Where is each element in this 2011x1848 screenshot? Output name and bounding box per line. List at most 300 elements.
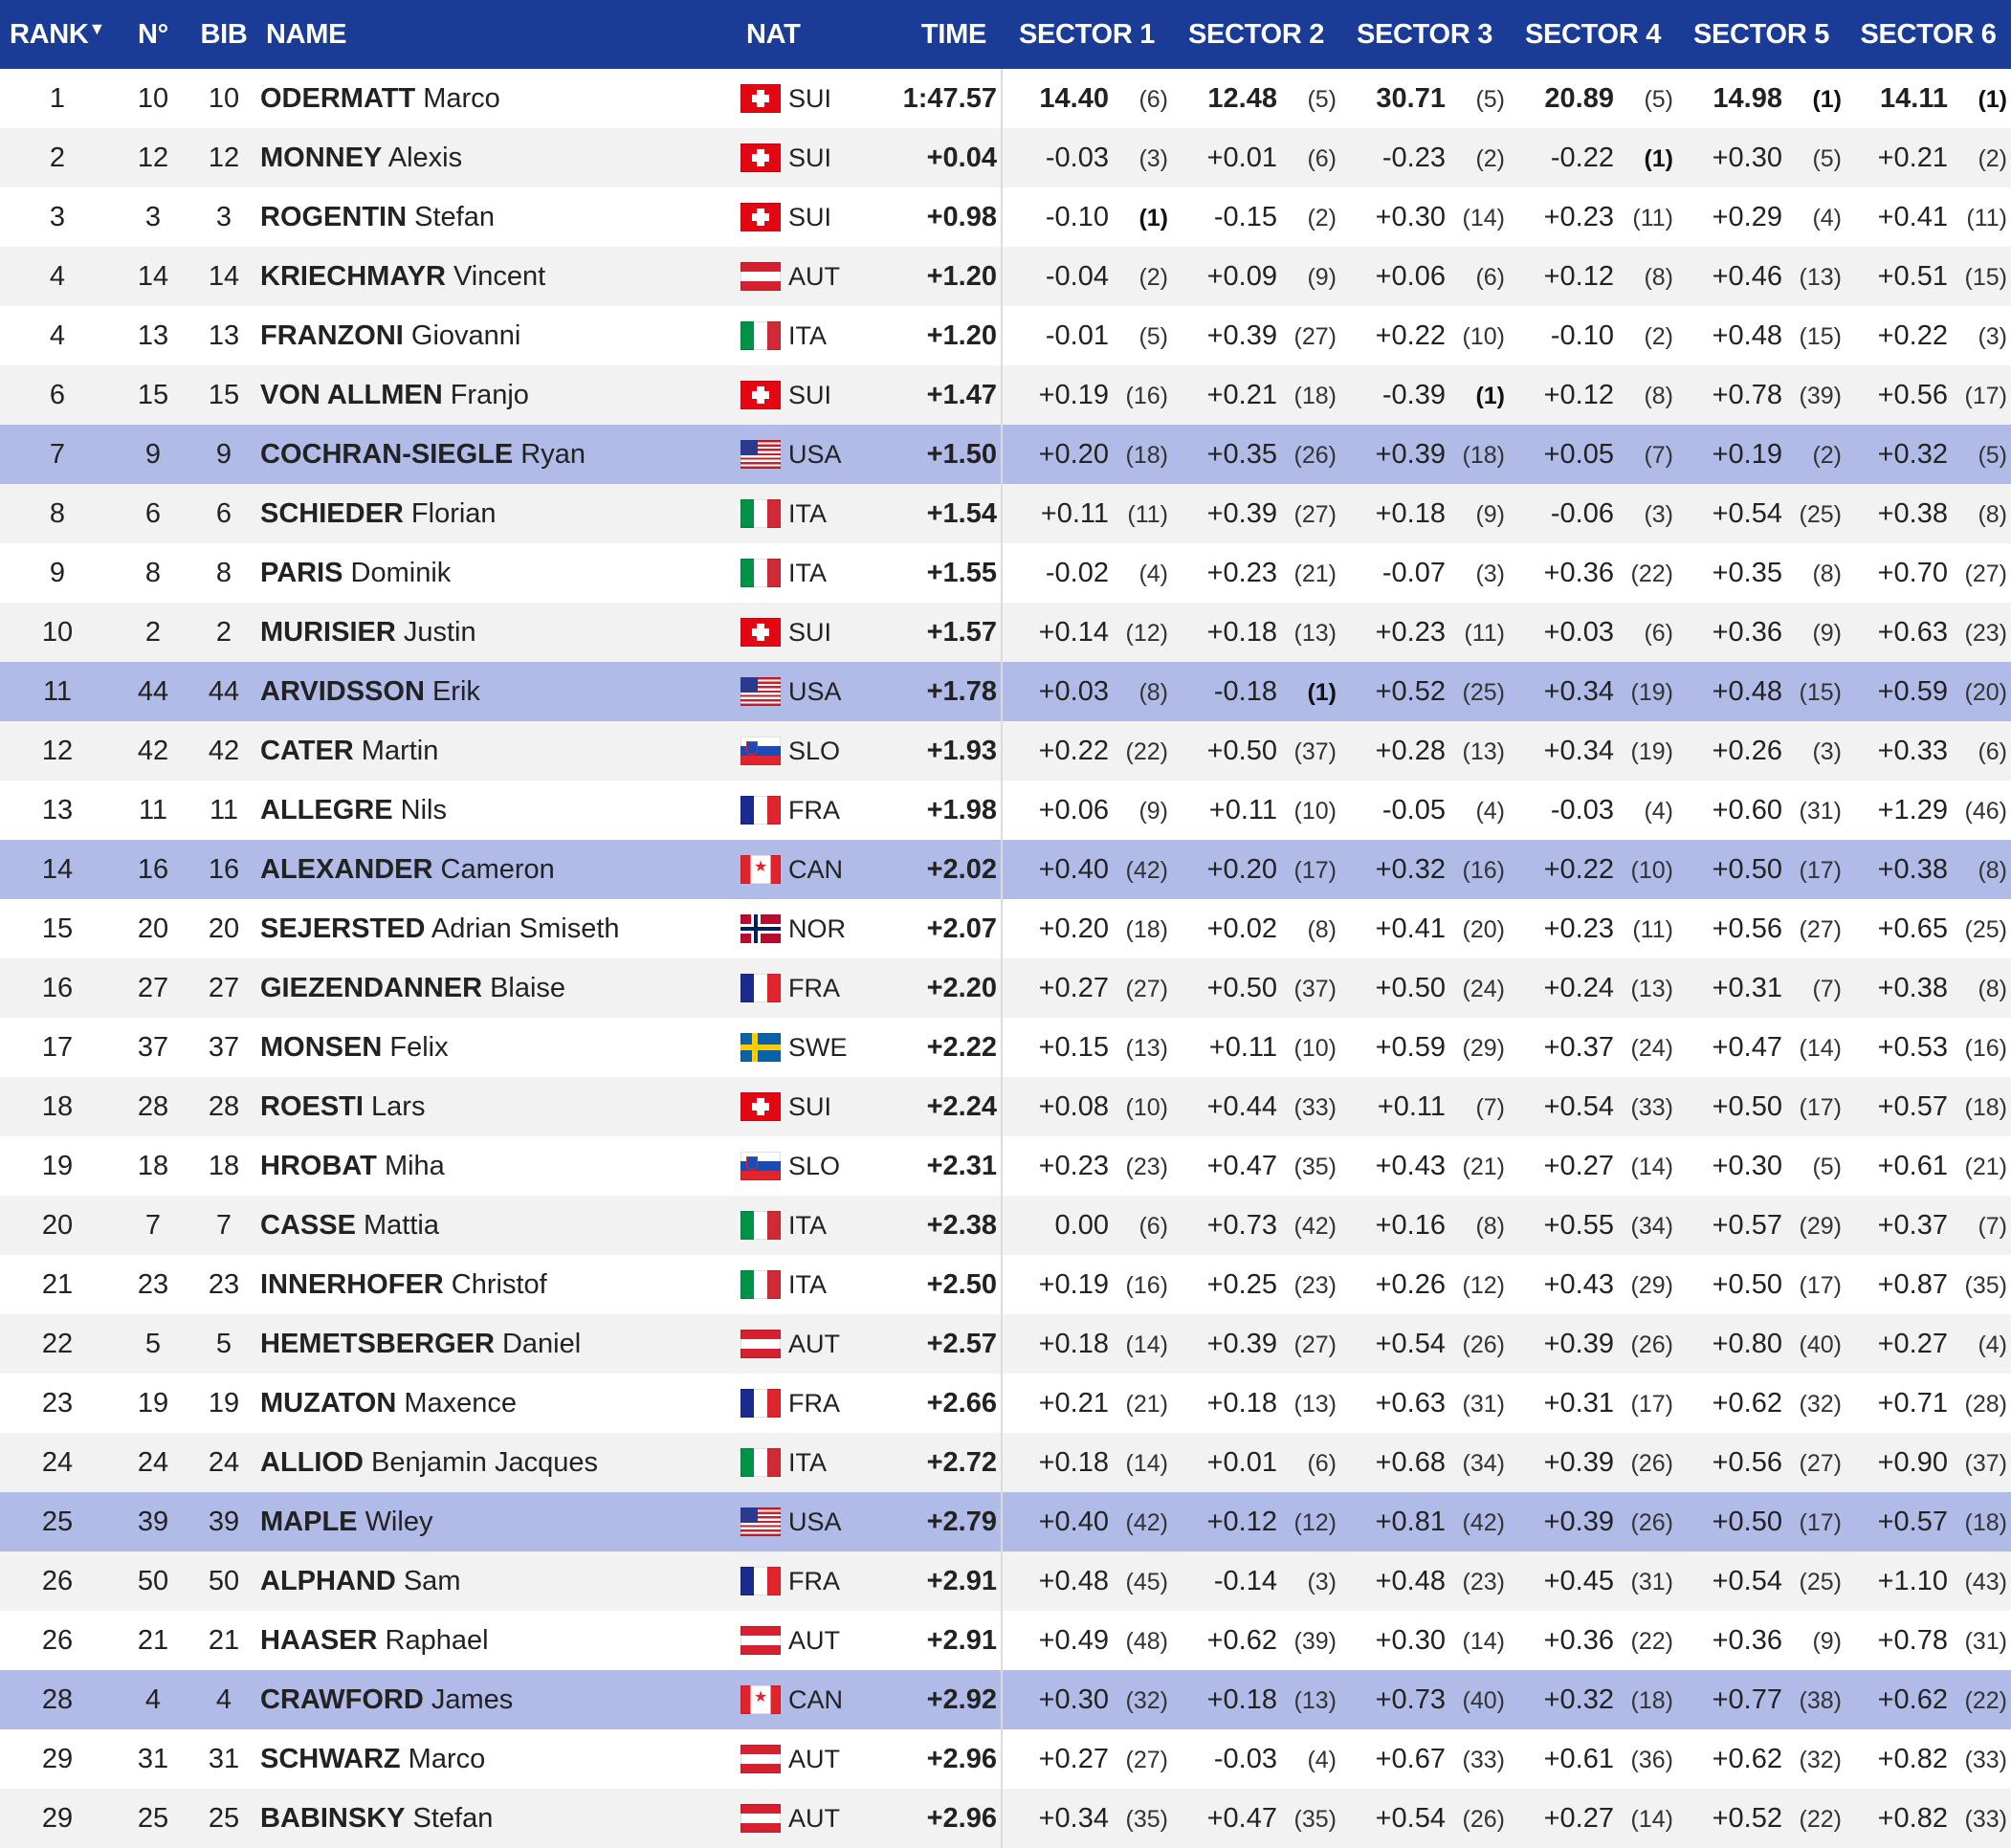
nation-cell [737, 1433, 871, 1492]
sector-time: +0.03 [1038, 675, 1109, 707]
athlete-name[interactable] [256, 1374, 737, 1433]
number-cell: 50 [137, 1565, 169, 1596]
sector-rank: (11) [1632, 204, 1673, 231]
athlete-name[interactable] [256, 1314, 737, 1374]
sector-5-cell [1677, 1196, 1845, 1255]
sector-1-cell [1002, 1374, 1172, 1433]
table-row[interactable] [0, 781, 2011, 840]
rank-cell: 18 [41, 1090, 74, 1122]
sector-time: +0.34 [1543, 675, 1614, 707]
time-cell: +2.22 [926, 1031, 997, 1063]
sector-time: +1.29 [1877, 794, 1948, 825]
nation-cell [737, 781, 871, 840]
athlete-name[interactable] [256, 247, 737, 306]
sector-rank: (27) [1293, 322, 1337, 350]
sector-4-cell [1509, 365, 1677, 425]
sector-rank: (12) [1462, 1271, 1505, 1299]
number-cell: 2 [144, 616, 162, 648]
sector-3-cell [1340, 1551, 1509, 1611]
sector-rank: (14) [1799, 1034, 1842, 1062]
sector-4-cell [1509, 840, 1677, 899]
sector-rank: (5) [1812, 1153, 1842, 1180]
table-row[interactable] [0, 1433, 2011, 1492]
sector-time: +0.73 [1206, 1209, 1277, 1241]
table-row[interactable] [0, 1374, 2011, 1433]
table-row[interactable] [0, 899, 2011, 958]
sector-time: +0.56 [1877, 379, 1948, 410]
sector-time: +0.63 [1877, 616, 1948, 648]
header-rank[interactable]: RANK▼ [9, 18, 106, 50]
table-row[interactable] [0, 1670, 2011, 1729]
sector-time: +0.23 [1543, 913, 1614, 944]
sector-time: +0.31 [1712, 972, 1782, 1003]
sector-time: +0.54 [1712, 497, 1782, 529]
sector-rank: (8) [1812, 560, 1842, 587]
sort-down-icon[interactable]: ▼ [88, 18, 106, 38]
flag-usa-icon [740, 1507, 781, 1536]
athlete-name[interactable] [256, 69, 737, 128]
sector-rank: (21) [1462, 1153, 1505, 1180]
table-row[interactable] [0, 247, 2011, 306]
sector-rank: (13) [1293, 1390, 1337, 1418]
table-row[interactable] [0, 1789, 2011, 1848]
athlete-last-name: HROBAT [260, 1150, 377, 1181]
sector-6-cell [1845, 187, 2011, 247]
header-nat[interactable]: NAT [746, 18, 801, 50]
sector-4-cell [1509, 662, 1677, 721]
number-cell: 28 [137, 1090, 169, 1122]
sector-rank: (34) [1630, 1212, 1673, 1240]
sector-time: +0.39 [1375, 438, 1446, 470]
sector-rank: (25) [1799, 1568, 1842, 1595]
sector-time: +0.08 [1038, 1090, 1109, 1122]
sector-rank: (24) [1630, 1034, 1673, 1062]
athlete-first-name: Wiley [365, 1506, 433, 1537]
sector-rank: (18) [1630, 1686, 1673, 1714]
sector-1-cell [1002, 1789, 1172, 1848]
sector-rank: (17) [1799, 1508, 1842, 1536]
rank-cell: 28 [41, 1683, 74, 1715]
sector-time: -0.14 [1213, 1565, 1277, 1596]
athlete-last-name: SEJERSTED [260, 913, 426, 944]
sector-time: +0.67 [1375, 1743, 1446, 1774]
sector-rank: (8) [1644, 263, 1673, 291]
sector-time: +0.45 [1543, 1565, 1614, 1596]
table-row[interactable] [0, 128, 2011, 187]
time-cell: +1.50 [926, 438, 997, 470]
sector-time: +0.21 [1877, 142, 1948, 173]
athlete-name[interactable] [256, 1670, 737, 1729]
sector-time: +0.39 [1206, 1328, 1277, 1359]
athlete-last-name: ALEXANDER [260, 853, 433, 885]
number-cell: 13 [137, 319, 169, 351]
sector-time: +0.81 [1375, 1506, 1446, 1537]
header-time[interactable]: TIME [920, 18, 986, 50]
athlete-name[interactable] [256, 958, 737, 1018]
sector-time: +0.54 [1543, 1090, 1614, 1122]
sector-5-cell [1677, 1374, 1845, 1433]
table-row[interactable] [0, 958, 2011, 1018]
athlete-name[interactable] [256, 1492, 737, 1551]
sector-rank: (14) [1630, 1805, 1673, 1833]
sector-rank: (6) [1644, 619, 1673, 647]
sector-2-cell [1172, 1255, 1340, 1314]
athlete-name[interactable] [256, 781, 737, 840]
sector-rank: (4) [1978, 1331, 2007, 1358]
time-cell: +1.93 [926, 735, 997, 766]
table-row[interactable] [0, 1255, 2011, 1314]
sector-rank: (4) [1644, 797, 1673, 825]
bib-cell: 3 [215, 201, 232, 232]
time-cell: +2.31 [926, 1150, 997, 1181]
flag-can-icon [740, 855, 781, 884]
sector-1-cell [1002, 1314, 1172, 1374]
sector-rank: (39) [1799, 382, 1842, 409]
results-body [0, 69, 2011, 1848]
nation-code: ITA [788, 1269, 827, 1299]
sector-5-cell [1677, 1314, 1845, 1374]
flag-fra-icon [740, 796, 781, 825]
sector-rank: (3) [1307, 1568, 1337, 1595]
header-sector-1[interactable]: SECTOR 1 [1018, 18, 1156, 50]
sector-rank: (27) [1293, 1331, 1337, 1358]
sector-2-cell [1172, 1729, 1340, 1789]
sector-rank: (42) [1293, 1212, 1337, 1240]
table-row[interactable] [0, 1729, 2011, 1789]
sector-rank: (29) [1630, 1271, 1673, 1299]
table-row[interactable] [0, 1196, 2011, 1255]
rank-cell: 19 [41, 1150, 74, 1181]
table-row[interactable] [0, 1018, 2011, 1077]
sector-time: +0.59 [1375, 1031, 1446, 1063]
sector-5-cell [1677, 1018, 1845, 1077]
sector-time: +0.54 [1712, 1565, 1782, 1596]
header-name[interactable]: NAME [266, 18, 347, 50]
athlete-last-name: BABINSKY [260, 1802, 406, 1834]
sector-time: +0.77 [1712, 1683, 1782, 1715]
sector-time: +0.32 [1543, 1683, 1614, 1715]
time-cell: +1.55 [926, 557, 997, 588]
sector-3-cell [1340, 840, 1509, 899]
sector-5-cell [1677, 958, 1845, 1018]
nation-code: FRA [788, 795, 840, 825]
athlete-name[interactable] [256, 1551, 737, 1611]
sector-4-cell [1509, 1314, 1677, 1374]
sector-time: -0.10 [1550, 319, 1614, 351]
athlete-name[interactable] [256, 721, 737, 781]
nation-cell [737, 1374, 871, 1433]
athlete-last-name: FRANZONI [260, 319, 404, 351]
flag-aut-icon [740, 1626, 781, 1655]
sector-rank: (8) [1307, 915, 1337, 943]
table-row[interactable] [0, 1136, 2011, 1196]
time-cell: +2.79 [926, 1506, 997, 1537]
athlete-name[interactable] [256, 1077, 737, 1136]
sector-3-cell [1340, 1611, 1509, 1670]
rank-cell: 17 [41, 1031, 74, 1063]
sector-time: +0.78 [1877, 1624, 1948, 1656]
header-sector-2[interactable]: SECTOR 2 [1187, 18, 1325, 50]
time-cell: +2.91 [926, 1624, 997, 1656]
sector-4-cell [1509, 1611, 1677, 1670]
table-row[interactable] [0, 1077, 2011, 1136]
nation-code: SUI [788, 617, 832, 647]
nation-cell [737, 603, 871, 662]
sector-rank: (3) [1812, 737, 1842, 765]
table-row[interactable] [0, 365, 2011, 425]
rank-cell: 20 [41, 1209, 74, 1241]
sector-time: +0.18 [1206, 1387, 1277, 1419]
sector-6-cell [1845, 1018, 2011, 1077]
sector-6-cell [1845, 247, 2011, 306]
sector-5-cell [1677, 365, 1845, 425]
sector-4-cell [1509, 1018, 1677, 1077]
sector-rank: (2) [1644, 322, 1673, 350]
sector-2-cell [1172, 187, 1340, 247]
table-row[interactable] [0, 603, 2011, 662]
sector-2-cell [1172, 1374, 1340, 1433]
table-row[interactable] [0, 306, 2011, 365]
sector-3-cell [1340, 1136, 1509, 1196]
rank-cell: 9 [49, 557, 66, 588]
sector-time: +0.20 [1038, 438, 1109, 470]
sector-rank: (17) [1630, 1390, 1673, 1418]
athlete-name[interactable] [256, 1729, 737, 1789]
sector-rank: (22) [1630, 1627, 1673, 1655]
sector-time: -0.04 [1045, 260, 1109, 292]
sector-time: +0.90 [1877, 1446, 1948, 1478]
nation-cell [737, 1196, 871, 1255]
table-row[interactable] [0, 1314, 2011, 1374]
sector-time: -0.05 [1381, 794, 1446, 825]
athlete-name[interactable] [256, 365, 737, 425]
flag-ita-icon [740, 321, 781, 350]
sector-1-cell [1002, 1077, 1172, 1136]
sector-5-cell [1677, 306, 1845, 365]
athlete-name[interactable] [256, 128, 737, 187]
time-cell: +2.20 [926, 972, 997, 1003]
sector-rank: (8) [1475, 1212, 1505, 1240]
athlete-name[interactable] [256, 840, 737, 899]
nation-code: AUT [788, 1744, 840, 1773]
athlete-name[interactable] [256, 1018, 737, 1077]
athlete-name[interactable] [256, 187, 737, 247]
athlete-first-name: Giovanni [410, 319, 521, 351]
athlete-last-name: MONSEN [260, 1031, 383, 1063]
nation-code: ITA [788, 1210, 827, 1240]
sector-time: +0.27 [1543, 1802, 1614, 1834]
athlete-name[interactable] [256, 899, 737, 958]
sector-4-cell [1509, 1789, 1677, 1848]
athlete-name[interactable] [256, 425, 737, 484]
bib-cell: 9 [215, 438, 232, 470]
sector-time: +0.23 [1206, 557, 1277, 588]
table-row[interactable] [0, 484, 2011, 543]
athlete-name[interactable] [256, 306, 737, 365]
number-cell: 11 [138, 794, 168, 825]
table-row[interactable] [0, 425, 2011, 484]
flag-nor-icon [740, 914, 781, 943]
athlete-first-name: Raphael [385, 1624, 489, 1656]
sector-time: +0.65 [1877, 913, 1948, 944]
sector-3-cell [1340, 1255, 1509, 1314]
sector-4-cell [1509, 69, 1677, 128]
time-cell: +2.92 [926, 1683, 997, 1715]
sector-rank: (11) [1632, 915, 1673, 943]
table-row[interactable] [0, 721, 2011, 781]
header-sector-5[interactable]: SECTOR 5 [1692, 18, 1830, 50]
header-sector-6[interactable]: SECTOR 6 [1860, 18, 1997, 50]
athlete-first-name: Alexis [387, 142, 463, 173]
sector-time: +0.19 [1038, 1268, 1109, 1300]
athlete-name[interactable] [256, 1196, 737, 1255]
sector-1-cell [1002, 1136, 1172, 1196]
header-sector-4[interactable]: SECTOR 4 [1524, 18, 1662, 50]
sector-time: +0.48 [1038, 1565, 1109, 1596]
nation-cell [737, 721, 871, 781]
flag-ita-icon [740, 499, 781, 528]
table-row[interactable] [0, 1551, 2011, 1611]
number-cell: 44 [137, 675, 169, 707]
sector-6-cell [1845, 899, 2011, 958]
sector-rank: (8) [1644, 382, 1673, 409]
athlete-last-name: CRAWFORD [260, 1683, 424, 1715]
sector-time: +0.38 [1877, 972, 1948, 1003]
sector-rank: (42) [1125, 1508, 1168, 1536]
sector-time: +0.39 [1543, 1506, 1614, 1537]
header-bib[interactable]: BIB [200, 18, 248, 50]
sector-6-cell [1845, 1314, 2011, 1374]
sector-rank: (17) [1293, 856, 1337, 884]
athlete-first-name: Felix [389, 1031, 449, 1063]
athlete-first-name: Vincent [453, 260, 546, 292]
sector-1-cell [1002, 187, 1172, 247]
sector-1-cell [1002, 840, 1172, 899]
athlete-name[interactable] [256, 1789, 737, 1848]
athlete-last-name: SCHWARZ [260, 1743, 401, 1774]
sector-time: -0.15 [1213, 201, 1277, 232]
table-row[interactable] [0, 69, 2011, 128]
sector-rank: (25) [1462, 678, 1505, 706]
bib-cell: 20 [208, 913, 240, 944]
rank-cell: 26 [41, 1624, 74, 1656]
sector-rank: (22) [1964, 1686, 2007, 1714]
bib-cell: 18 [208, 1150, 240, 1181]
sector-time: +0.46 [1712, 260, 1782, 292]
sector-4-cell [1509, 1670, 1677, 1729]
sector-rank: (17) [1799, 856, 1842, 884]
athlete-name[interactable] [256, 543, 737, 603]
rank-cell: 24 [41, 1446, 74, 1478]
sector-time: +0.50 [1375, 972, 1446, 1003]
sector-4-cell [1509, 306, 1677, 365]
table-row[interactable] [0, 662, 2011, 721]
sector-time: +0.38 [1877, 497, 1948, 529]
sector-time: +0.50 [1712, 853, 1782, 885]
sector-4-cell [1509, 1374, 1677, 1433]
number-cell: 20 [137, 913, 169, 944]
nation-code: SLO [788, 1151, 841, 1180]
sector-6-cell [1845, 484, 2011, 543]
bib-cell: 25 [208, 1802, 240, 1834]
athlete-name[interactable] [256, 1255, 737, 1314]
sector-time: +0.41 [1375, 913, 1446, 944]
sector-3-cell [1340, 603, 1509, 662]
sector-3-cell [1340, 128, 1509, 187]
sector-rank: (27) [1293, 500, 1337, 528]
athlete-name[interactable] [256, 1136, 737, 1196]
header-sector-3[interactable]: SECTOR 3 [1356, 18, 1493, 50]
sector-time: +0.22 [1038, 735, 1109, 766]
sector-3-cell [1340, 899, 1509, 958]
sector-5-cell [1677, 1551, 1845, 1611]
number-cell: 14 [137, 260, 169, 292]
sector-1-cell [1002, 1729, 1172, 1789]
athlete-name[interactable] [256, 484, 737, 543]
sector-rank: (6) [1475, 263, 1505, 291]
sector-rank: (23) [1462, 1568, 1505, 1595]
table-row[interactable] [0, 543, 2011, 603]
sector-2-cell [1172, 1611, 1340, 1670]
bib-cell: 16 [208, 853, 240, 885]
athlete-first-name: Dominik [350, 557, 452, 588]
sector-1-cell [1002, 425, 1172, 484]
nation-cell [737, 1314, 871, 1374]
table-row[interactable] [0, 187, 2011, 247]
rank-cell: 2 [49, 142, 66, 173]
sector-5-cell [1677, 128, 1845, 187]
sector-rank: (20) [1462, 915, 1505, 943]
sector-time: +0.30 [1375, 1624, 1446, 1656]
athlete-first-name: Ryan [520, 438, 586, 470]
nation-code: SUI [788, 202, 832, 231]
nation-code: USA [788, 439, 842, 469]
sector-4-cell [1509, 247, 1677, 306]
nation-cell [737, 128, 871, 187]
sector-rank: (32) [1799, 1390, 1842, 1418]
sector-rank: (27) [1125, 1746, 1168, 1773]
table-row[interactable] [0, 840, 2011, 899]
athlete-name[interactable] [256, 662, 737, 721]
table-row[interactable] [0, 1492, 2011, 1551]
sector-6-cell [1845, 1492, 2011, 1551]
sector-rank: (1) [1644, 144, 1673, 172]
flag-slo-icon [740, 737, 781, 765]
sector-time: +0.01 [1206, 142, 1277, 173]
sector-6-cell [1845, 306, 2011, 365]
sector-time: +0.71 [1877, 1387, 1948, 1419]
flag-aut-icon [740, 1745, 781, 1773]
header-no[interactable]: N° [138, 18, 168, 50]
athlete-name[interactable] [256, 1611, 737, 1670]
athlete-name[interactable] [256, 603, 737, 662]
sector-time: +0.32 [1877, 438, 1948, 470]
sector-rank: (15) [1964, 263, 2007, 291]
athlete-last-name: CASSE [260, 1209, 356, 1241]
athlete-name[interactable] [256, 1433, 737, 1492]
sector-rank: (31) [1799, 797, 1842, 825]
sector-4-cell [1509, 1077, 1677, 1136]
time-cell: +1.20 [926, 319, 997, 351]
sector-time: +0.11 [1040, 497, 1109, 529]
sector-3-cell [1340, 781, 1509, 840]
sector-5-cell [1677, 1433, 1845, 1492]
table-row[interactable] [0, 1611, 2011, 1670]
sector-rank: (22) [1125, 737, 1168, 765]
nation-cell [737, 1077, 871, 1136]
sector-time: +0.21 [1038, 1387, 1109, 1419]
sector-time: +0.37 [1543, 1031, 1614, 1063]
